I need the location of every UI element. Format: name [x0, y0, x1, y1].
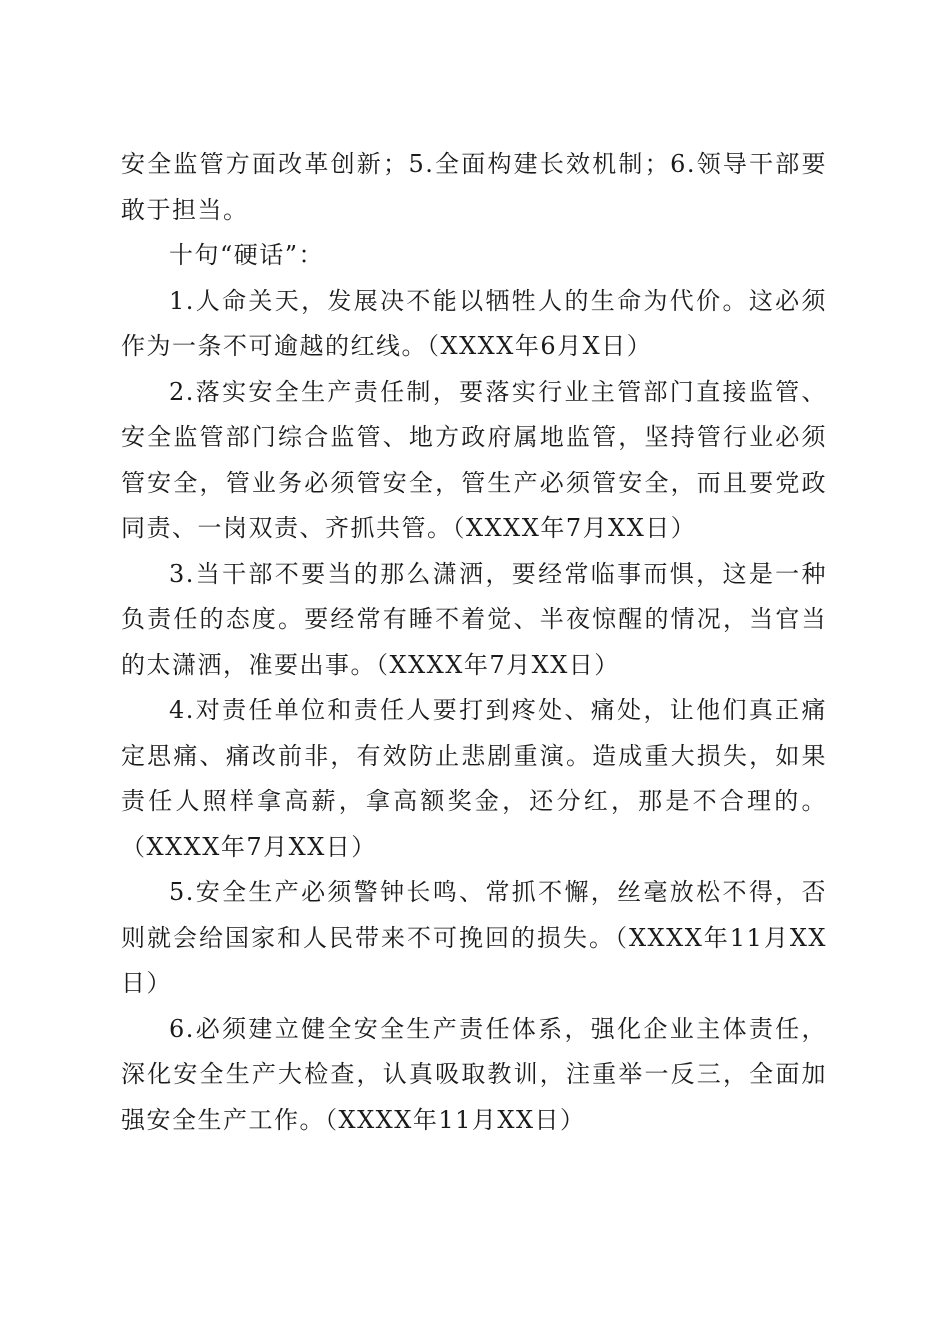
list-item-2: 2.落实安全生产责任制，要落实行业主管部门直接监管、安全监管部门综合监管、地方政府属地监管，坚持管行业必须管安全，管业务必须管安全，管生产必须管安全，而且要党政同责、一岗双责、齐抓共管。（XXXX年7月XX日）: [121, 377, 827, 542]
section-heading-ten-hard-words: 十句“硬话”：: [169, 241, 325, 269]
paragraph-continuation: 安全监管方面改革创新；5.全面构建长效机制；6.领导干部要敢于担当。: [121, 150, 827, 224]
list-item-5: 5.安全生产必须警钟长鸣、常抓不懈，丝毫放松不得，否则就会给国家和人民带来不可挽回的损失。（XXXX年11月XX日）: [121, 878, 827, 997]
list-item-3: 3.当干部不要当的那么潇洒，要经常临事而惧，这是一种负责任的态度。要经常有睡不着觉、半夜惊醒的情况，当官当的太潇洒，准要出事。（XXXX年7月XX日）: [121, 559, 827, 679]
document-body: [121, 142, 827, 1143]
list-item-6: 6.必须建立健全安全生产责任体系，强化企业主体责任，深化安全生产大检查，认真吸取教训，注重举一反三，全面加强安全生产工作。（XXXX年11月XX日）: [121, 1014, 827, 1134]
list-item-4: 4.对责任单位和责任人要打到疼处、痛处，让他们真正痛定思痛、痛改前非，有效防止悲剧重演。造成重大损失，如果责任人照样拿高薪，拿高额奖金，还分红，那是不合理的。（XXXX年7月XX日）: [121, 696, 827, 861]
list-item-1: 1.人命关天，发展决不能以牺牲人的生命为代价。这必须作为一条不可逾越的红线。（XXXX年6月X日）: [121, 286, 827, 360]
